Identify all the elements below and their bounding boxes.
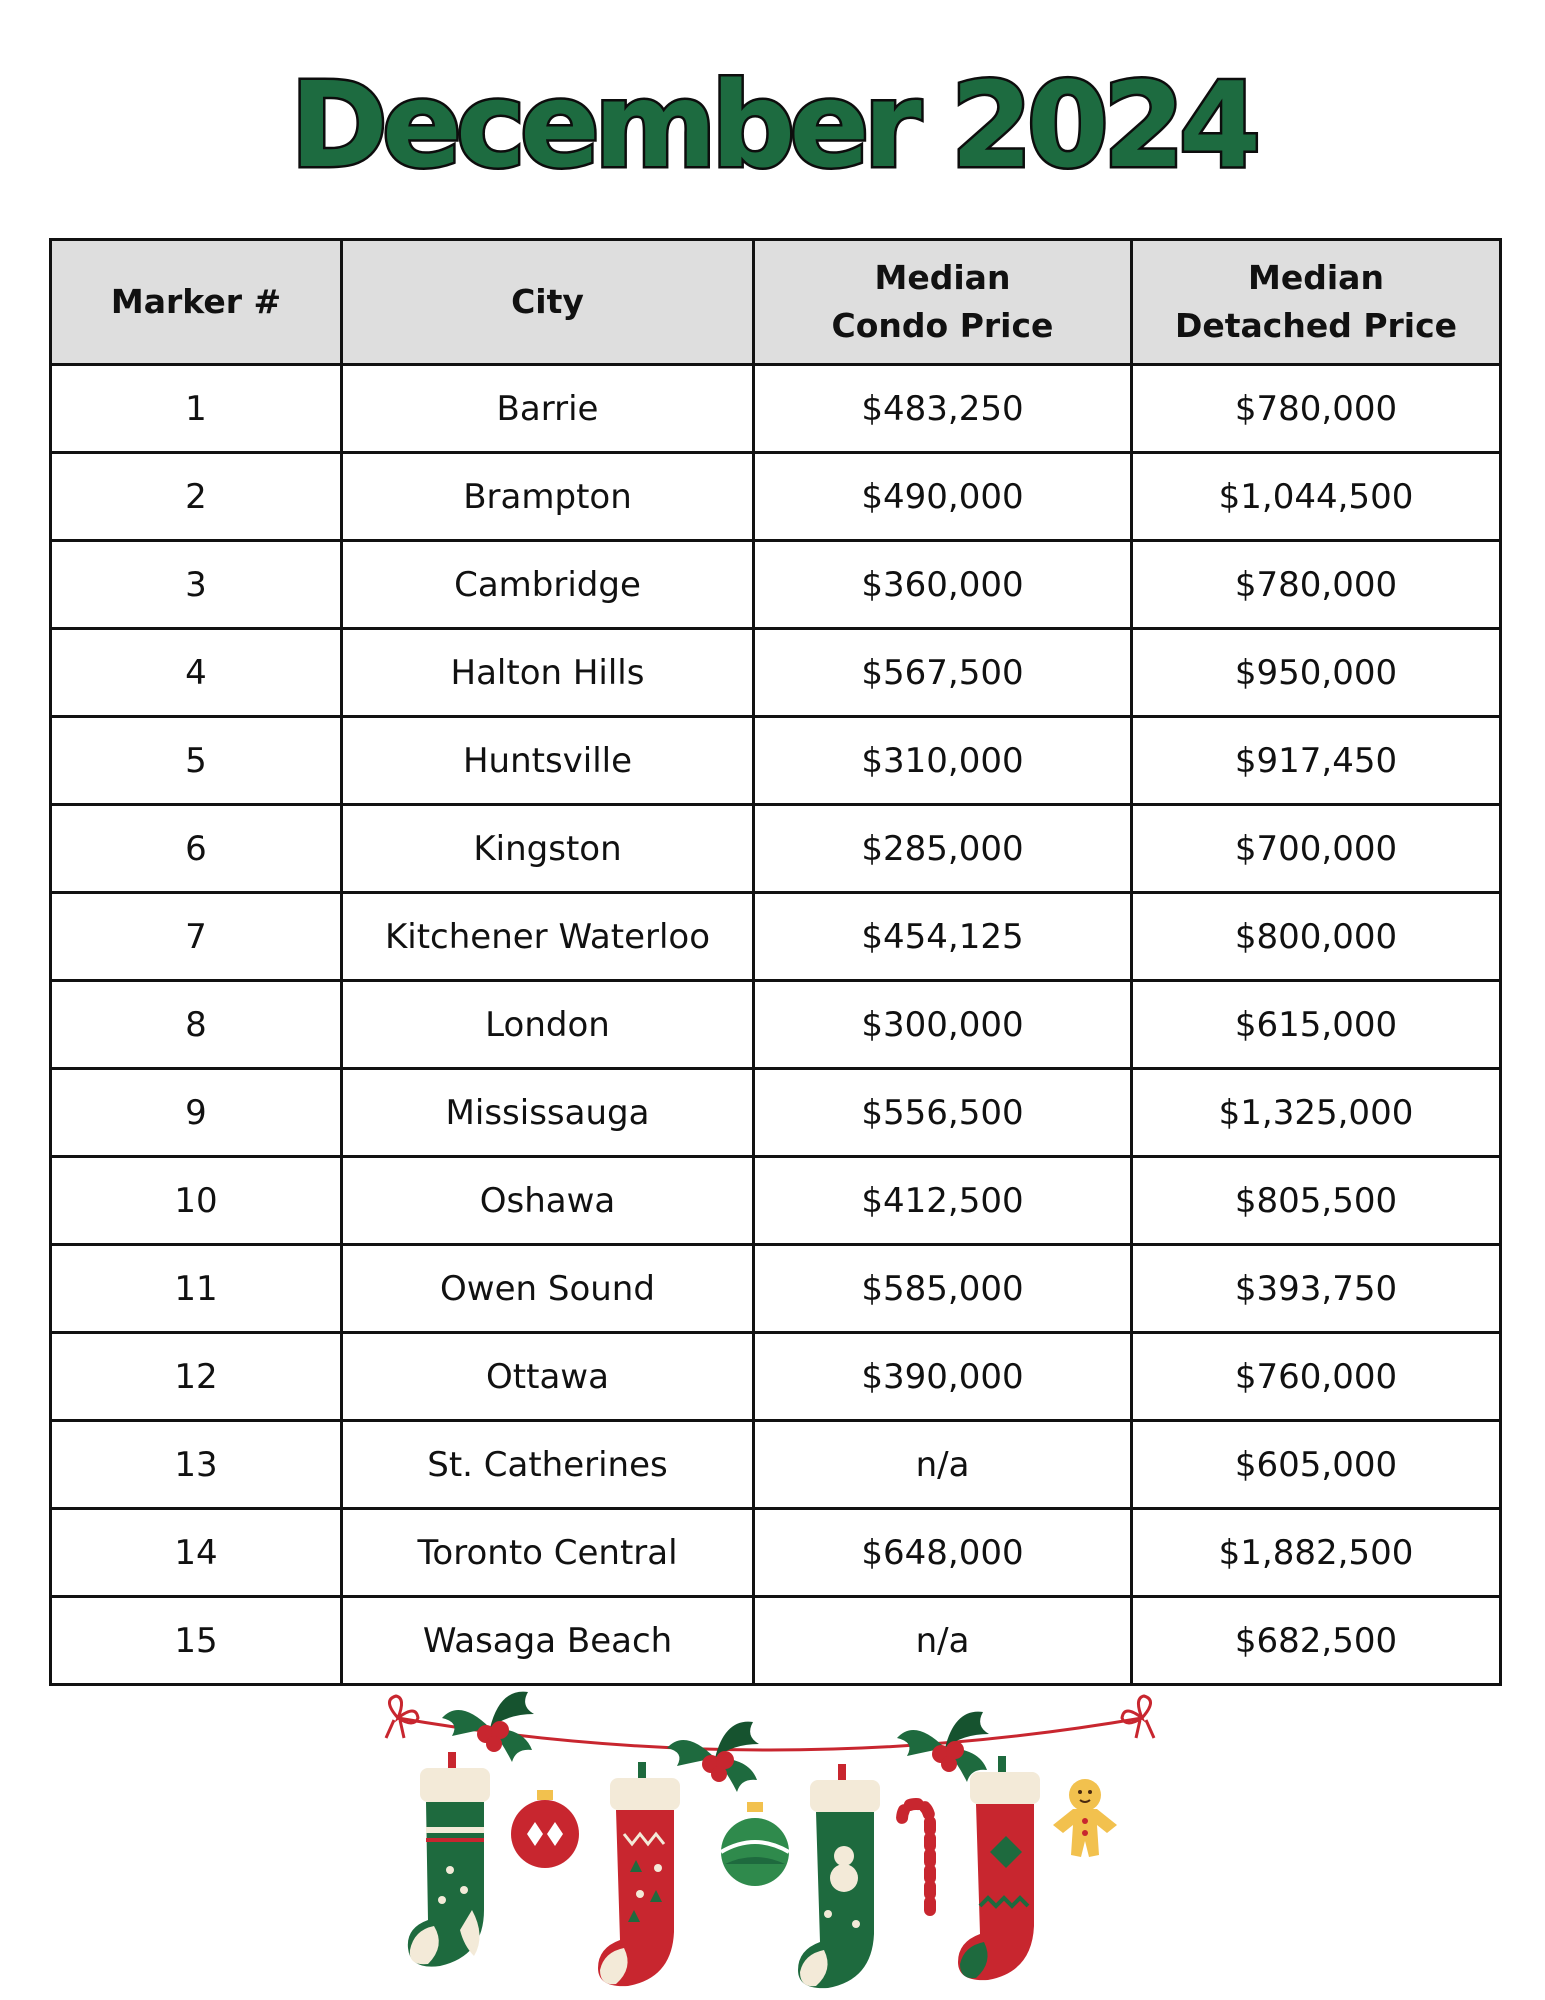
cell-detached-price: $760,000 bbox=[1132, 1333, 1501, 1421]
table-row bbox=[51, 717, 1501, 805]
holly-icon bbox=[897, 1712, 989, 1782]
cell-marker: 9 bbox=[51, 1069, 342, 1157]
cell-city: Brampton bbox=[342, 453, 754, 541]
ribbon-bow-icon bbox=[386, 1696, 418, 1738]
table-row bbox=[51, 365, 1501, 453]
cell-detached-price: $682,500 bbox=[1132, 1597, 1501, 1685]
cell-marker: 8 bbox=[51, 981, 342, 1069]
cell-detached-price: $615,000 bbox=[1132, 981, 1501, 1069]
cell-marker: 7 bbox=[51, 893, 342, 981]
cell-marker: 2 bbox=[51, 453, 342, 541]
cell-city: Oshawa bbox=[342, 1157, 754, 1245]
cell-city: Kingston bbox=[342, 805, 754, 893]
cell-condo-price: $454,125 bbox=[754, 893, 1132, 981]
cell-condo-price: $585,000 bbox=[754, 1245, 1132, 1333]
cell-condo-price: $390,000 bbox=[754, 1333, 1132, 1421]
cell-condo-price: $300,000 bbox=[754, 981, 1132, 1069]
gingerbread-man-icon bbox=[1053, 1779, 1117, 1857]
cell-detached-price: $1,044,500 bbox=[1132, 453, 1501, 541]
cell-condo-price: $483,250 bbox=[754, 365, 1132, 453]
ornament-ball-icon bbox=[721, 1802, 789, 1886]
table-row bbox=[51, 1333, 1501, 1421]
header-city: City bbox=[342, 240, 754, 365]
candy-cane-icon bbox=[902, 1804, 930, 1910]
cell-detached-price: $1,882,500 bbox=[1132, 1509, 1501, 1597]
cell-detached-price: $393,750 bbox=[1132, 1245, 1501, 1333]
cell-city: Barrie bbox=[342, 365, 754, 453]
cell-condo-price: $412,500 bbox=[754, 1157, 1132, 1245]
christmas-stocking-icon bbox=[408, 1752, 490, 1967]
cell-marker: 15 bbox=[51, 1597, 342, 1685]
table-row bbox=[51, 629, 1501, 717]
cell-detached-price: $805,500 bbox=[1132, 1157, 1501, 1245]
table-body bbox=[51, 365, 1501, 1685]
table-row bbox=[51, 1509, 1501, 1597]
cell-detached-price: $1,325,000 bbox=[1132, 1069, 1501, 1157]
table-row bbox=[51, 805, 1501, 893]
christmas-garland-illustration bbox=[380, 1690, 1160, 1990]
cell-marker: 3 bbox=[51, 541, 342, 629]
cell-city: Owen Sound bbox=[342, 1245, 754, 1333]
cell-city: Mississauga bbox=[342, 1069, 754, 1157]
cell-detached-price: $800,000 bbox=[1132, 893, 1501, 981]
cell-condo-price: $490,000 bbox=[754, 453, 1132, 541]
cell-detached-price: $700,000 bbox=[1132, 805, 1501, 893]
cell-city: Huntsville bbox=[342, 717, 754, 805]
christmas-stocking-icon bbox=[958, 1756, 1040, 1980]
cell-marker: 5 bbox=[51, 717, 342, 805]
cell-condo-price: $567,500 bbox=[754, 629, 1132, 717]
cell-marker: 10 bbox=[51, 1157, 342, 1245]
cell-detached-price: $950,000 bbox=[1132, 629, 1501, 717]
christmas-stocking-icon bbox=[798, 1764, 880, 1988]
cell-detached-price: $917,450 bbox=[1132, 717, 1501, 805]
table-row bbox=[51, 1245, 1501, 1333]
cell-detached-price: $605,000 bbox=[1132, 1421, 1501, 1509]
table-row bbox=[51, 1069, 1501, 1157]
cell-marker: 14 bbox=[51, 1509, 342, 1597]
cell-condo-price: $556,500 bbox=[754, 1069, 1132, 1157]
cell-city: Cambridge bbox=[342, 541, 754, 629]
header-condo-price: Median Condo Price bbox=[754, 240, 1132, 365]
cell-detached-price: $780,000 bbox=[1132, 365, 1501, 453]
cell-marker: 4 bbox=[51, 629, 342, 717]
cell-marker: 1 bbox=[51, 365, 342, 453]
header-detached-price: Median Detached Price bbox=[1132, 240, 1501, 365]
cell-marker: 6 bbox=[51, 805, 342, 893]
cell-marker: 13 bbox=[51, 1421, 342, 1509]
cell-city: London bbox=[342, 981, 754, 1069]
cell-marker: 11 bbox=[51, 1245, 342, 1333]
cell-city: Halton Hills bbox=[342, 629, 754, 717]
table-row bbox=[51, 453, 1501, 541]
holly-icon bbox=[667, 1722, 759, 1792]
table-header-row bbox=[51, 240, 1501, 365]
cell-city: St. Catherines bbox=[342, 1421, 754, 1509]
cell-condo-price: $310,000 bbox=[754, 717, 1132, 805]
cell-city: Ottawa bbox=[342, 1333, 754, 1421]
page-title: December 2024 bbox=[289, 56, 1256, 194]
cell-condo-price: $648,000 bbox=[754, 1509, 1132, 1597]
table-row bbox=[51, 1157, 1501, 1245]
table-row bbox=[51, 1597, 1501, 1685]
cell-condo-price: n/a bbox=[754, 1597, 1132, 1685]
holly-icon bbox=[442, 1692, 534, 1762]
cell-condo-price: n/a bbox=[754, 1421, 1132, 1509]
header-marker: Marker # bbox=[51, 240, 342, 365]
cell-condo-price: $360,000 bbox=[754, 541, 1132, 629]
ornament-ball-icon bbox=[511, 1790, 579, 1868]
cell-marker: 12 bbox=[51, 1333, 342, 1421]
cell-city: Toronto Central bbox=[342, 1509, 754, 1597]
table-row bbox=[51, 981, 1501, 1069]
cell-city: Wasaga Beach bbox=[342, 1597, 754, 1685]
price-table bbox=[49, 238, 1502, 1686]
table-row bbox=[51, 1421, 1501, 1509]
christmas-stocking-icon bbox=[598, 1762, 680, 1986]
table-row bbox=[51, 893, 1501, 981]
ribbon-bow-icon bbox=[1122, 1696, 1154, 1738]
table-row bbox=[51, 541, 1501, 629]
cell-city: Kitchener Waterloo bbox=[342, 893, 754, 981]
cell-detached-price: $780,000 bbox=[1132, 541, 1501, 629]
cell-condo-price: $285,000 bbox=[754, 805, 1132, 893]
